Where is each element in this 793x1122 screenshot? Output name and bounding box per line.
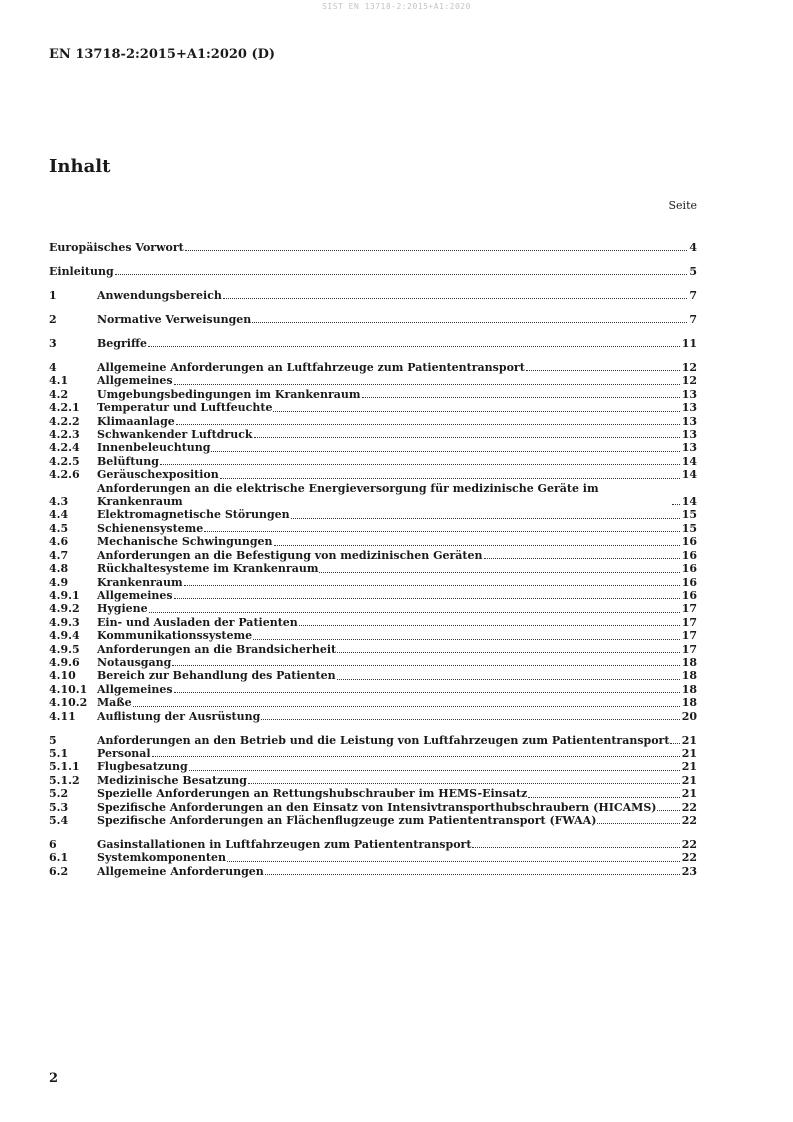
toc-entry[interactable] bbox=[49, 289, 697, 302]
toc-entry-number: 4.2 bbox=[49, 387, 69, 401]
toc-entry-number: 5.2 bbox=[49, 787, 69, 801]
toc-entry-title: Systemkomponenten bbox=[97, 851, 226, 865]
toc-leader-dots bbox=[252, 322, 687, 323]
toc-entry-page: 14 bbox=[681, 495, 697, 509]
toc-entry-page: 21 bbox=[681, 733, 697, 747]
toc-entry[interactable] bbox=[49, 787, 697, 800]
toc-entry-page: 22 bbox=[681, 851, 697, 865]
toc-entry-page: 17 bbox=[681, 602, 697, 616]
table-of-contents bbox=[49, 241, 697, 878]
toc-entry-title: Allgemeines bbox=[97, 588, 173, 602]
toc-entry[interactable] bbox=[49, 522, 697, 535]
toc-entry-number: 3 bbox=[49, 337, 57, 350]
toc-entry-title: Rückhaltesysteme im Krankenraum bbox=[97, 562, 319, 576]
toc-entry-title: Belüftung bbox=[97, 454, 159, 468]
toc-leader-dots bbox=[227, 861, 680, 862]
toc-entry-number: 1 bbox=[49, 289, 57, 302]
toc-leader-dots bbox=[291, 518, 680, 519]
toc-leader-dots bbox=[223, 298, 687, 299]
toc-entry[interactable] bbox=[49, 441, 697, 454]
toc-entry-number: 4.10 bbox=[49, 669, 76, 683]
toc-entry-title: Schienensysteme bbox=[97, 521, 204, 535]
page-title: Inhalt bbox=[49, 156, 111, 177]
toc-leader-dots bbox=[174, 692, 680, 693]
toc-entry-title: Temperatur und Luftfeuchte bbox=[97, 401, 273, 415]
toc-entry-page: 4 bbox=[689, 241, 697, 254]
toc-entry-number: 6.2 bbox=[49, 864, 69, 878]
toc-leader-dots bbox=[472, 847, 679, 848]
toc-entry[interactable] bbox=[49, 415, 697, 428]
toc-entry[interactable] bbox=[49, 760, 697, 773]
toc-entry[interactable] bbox=[49, 683, 697, 696]
toc-entry-title: Begriffe bbox=[97, 337, 147, 350]
toc-leader-dots bbox=[174, 598, 680, 599]
toc-entry-title: Anforderungen an den Betrieb und die Leistung von Luftfahrzeugen zum Patiententransport bbox=[97, 733, 670, 747]
toc-entry[interactable] bbox=[49, 669, 697, 682]
toc-entry[interactable] bbox=[49, 313, 697, 326]
toc-entry-number: 4.9.3 bbox=[49, 615, 80, 629]
toc-leader-dots bbox=[220, 478, 680, 479]
toc-entry[interactable] bbox=[49, 482, 697, 509]
toc-entry-number: 5.1 bbox=[49, 746, 69, 760]
toc-leader-dots bbox=[254, 437, 680, 438]
toc-entry-page: 13 bbox=[681, 401, 697, 415]
toc-entry[interactable] bbox=[49, 801, 697, 814]
toc-entry-title: Personal bbox=[97, 746, 151, 760]
toc-entry[interactable] bbox=[49, 508, 697, 521]
toc-leader-dots bbox=[152, 756, 680, 757]
toc-entry-page: 17 bbox=[681, 642, 697, 656]
toc-entry[interactable] bbox=[49, 535, 697, 548]
toc-entry-page: 20 bbox=[681, 709, 697, 723]
toc-entry-number: 4.4 bbox=[49, 508, 69, 522]
toc-entry-number: 4.10.2 bbox=[49, 696, 88, 710]
toc-entry-page: 14 bbox=[681, 468, 697, 482]
toc-leader-dots bbox=[337, 679, 680, 680]
toc-entry[interactable] bbox=[49, 576, 697, 589]
toc-entry-page: 22 bbox=[681, 800, 697, 814]
toc-entry[interactable] bbox=[49, 616, 697, 629]
toc-entry-page: 16 bbox=[681, 575, 697, 589]
toc-entry-title: Auflistung der Ausrüstung bbox=[97, 709, 261, 723]
toc-entry-title: Maße bbox=[97, 696, 132, 710]
toc-leader-dots bbox=[174, 384, 680, 385]
toc-entry[interactable] bbox=[49, 562, 697, 575]
toc-entry-title: Krankenraum bbox=[97, 575, 183, 589]
toc-entry-title: Bereich zur Behandlung des Patienten bbox=[97, 669, 336, 683]
toc-entry-page: 23 bbox=[681, 864, 697, 878]
toc-entry-page: 21 bbox=[681, 746, 697, 760]
toc-entry-page: 17 bbox=[681, 629, 697, 643]
toc-leader-dots bbox=[265, 874, 680, 875]
toc-entry-title: Anforderungen an die Brandsicherheit bbox=[97, 642, 337, 656]
toc-leader-dots bbox=[672, 504, 680, 505]
toc-leader-dots bbox=[528, 797, 679, 798]
toc-entry[interactable] bbox=[49, 629, 697, 642]
toc-entry-title: Anforderungen an die elektrische Energieversorgung für medizinische Geräte im Krankenraum bbox=[97, 481, 599, 509]
toc-leader-dots bbox=[115, 274, 688, 275]
toc-entry-number: 4 bbox=[49, 361, 57, 374]
toc-entry-number: 4.10.1 bbox=[49, 682, 88, 696]
toc-leader-dots bbox=[484, 558, 680, 559]
toc-entry-page: 16 bbox=[681, 535, 697, 549]
toc-leader-dots bbox=[148, 346, 680, 347]
toc-entry-number: 4.9 bbox=[49, 575, 69, 589]
toc-entry[interactable] bbox=[49, 361, 697, 374]
toc-entry-title: Normative Verweisungen bbox=[97, 313, 252, 326]
toc-entry[interactable] bbox=[49, 838, 697, 851]
toc-entry-number: 4.8 bbox=[49, 562, 69, 576]
toc-entry[interactable] bbox=[49, 643, 697, 656]
toc-entry-number: 4.9.2 bbox=[49, 602, 80, 616]
watermark: SIST EN 13718-2:2015+A1:2020 bbox=[322, 2, 471, 11]
toc-entry-page: 18 bbox=[681, 655, 697, 669]
page-column-label: Seite bbox=[668, 199, 697, 212]
toc-entry-page: 13 bbox=[681, 428, 697, 442]
toc-entry-title: Mechanische Schwingungen bbox=[97, 535, 273, 549]
toc-entry-page: 17 bbox=[681, 615, 697, 629]
toc-entry-number: 4.1 bbox=[49, 374, 69, 388]
toc-leader-dots bbox=[261, 719, 679, 720]
toc-entry-title: Ein- und Ausladen der Patienten bbox=[97, 615, 298, 629]
toc-entry[interactable] bbox=[49, 337, 697, 350]
toc-entry-number: 4.7 bbox=[49, 548, 69, 562]
toc-entry-page: 15 bbox=[681, 521, 697, 535]
toc-leader-dots bbox=[273, 411, 679, 412]
toc-entry-number: 4.2.3 bbox=[49, 428, 80, 442]
toc-entry-title: Allgemeines bbox=[97, 682, 173, 696]
toc-entry-number: 4.2.2 bbox=[49, 414, 80, 428]
toc-entry-number: 2 bbox=[49, 313, 57, 326]
toc-entry-page: 12 bbox=[681, 374, 697, 388]
toc-leader-dots bbox=[204, 531, 679, 532]
toc-leader-dots bbox=[657, 810, 679, 811]
toc-entry-page: 18 bbox=[681, 669, 697, 683]
toc-leader-dots bbox=[185, 250, 688, 251]
toc-leader-dots bbox=[337, 652, 680, 653]
page-number: 2 bbox=[49, 1071, 59, 1086]
toc-leader-dots bbox=[274, 545, 680, 546]
toc-entry-page: 22 bbox=[681, 814, 697, 827]
toc-entry-page: 21 bbox=[681, 787, 697, 801]
toc-entry[interactable] bbox=[49, 710, 697, 723]
toc-entry[interactable] bbox=[49, 734, 697, 747]
toc-entry-page: 13 bbox=[681, 414, 697, 428]
toc-entry[interactable] bbox=[49, 865, 697, 878]
toc-entry[interactable] bbox=[49, 549, 697, 562]
toc-entry-number: 4.9.6 bbox=[49, 655, 80, 669]
toc-entry-number: 4.5 bbox=[49, 521, 69, 535]
toc-entry-number: 4.11 bbox=[49, 709, 76, 723]
toc-leader-dots bbox=[160, 464, 680, 465]
toc-entry-title: Medizinische Besatzung bbox=[97, 773, 247, 787]
toc-leader-dots bbox=[172, 665, 679, 666]
toc-entry[interactable] bbox=[49, 851, 697, 864]
toc-entry[interactable] bbox=[49, 241, 697, 254]
toc-entry-title: Allgemeines bbox=[97, 374, 173, 388]
toc-entry-page: 13 bbox=[681, 441, 697, 455]
toc-entry[interactable] bbox=[49, 374, 697, 387]
toc-entry[interactable] bbox=[49, 265, 697, 278]
toc-entry-page: 18 bbox=[681, 682, 697, 696]
toc-entry-title: Elektromagnetische Störungen bbox=[97, 508, 290, 522]
toc-entry-number: 4.2.6 bbox=[49, 468, 80, 482]
toc-entry-number: 4.9.4 bbox=[49, 629, 80, 643]
toc-leader-dots bbox=[670, 743, 679, 744]
toc-entry-number: 5.3 bbox=[49, 800, 69, 814]
toc-entry[interactable] bbox=[49, 468, 697, 481]
toc-entry-title: Allgemeine Anforderungen an Luftfahrzeuge zum Patiententransport bbox=[97, 361, 525, 374]
toc-entry-title: Spezifische Anforderungen an den Einsatz von Intensivtransporthubschraubern (HICAMS) bbox=[97, 800, 657, 814]
toc-entry[interactable] bbox=[49, 696, 697, 709]
toc-entry-title: Allgemeine Anforderungen bbox=[97, 864, 264, 878]
toc-leader-dots bbox=[362, 397, 680, 398]
toc-entry-number: 4.6 bbox=[49, 535, 69, 549]
toc-entry-title: Anwendungsbereich bbox=[97, 289, 222, 302]
document-id: EN 13718-2:2015+A1:2020 (D) bbox=[49, 47, 276, 62]
toc-entry[interactable] bbox=[49, 401, 697, 414]
toc-entry[interactable] bbox=[49, 774, 697, 787]
toc-leader-dots bbox=[248, 783, 680, 784]
toc-entry-number: 4.2.4 bbox=[49, 441, 80, 455]
toc-leader-dots bbox=[299, 625, 680, 626]
toc-entry-page: 12 bbox=[681, 361, 697, 374]
toc-leader-dots bbox=[597, 823, 679, 824]
toc-leader-dots bbox=[253, 639, 680, 640]
toc-entry-number: 4.2.1 bbox=[49, 401, 80, 415]
toc-leader-dots bbox=[184, 585, 680, 586]
toc-leader-dots bbox=[211, 451, 679, 452]
toc-entry-title: Notausgang bbox=[97, 655, 172, 669]
toc-entry[interactable] bbox=[49, 747, 697, 760]
toc-entry-number: 4.2.5 bbox=[49, 454, 80, 468]
toc-entry[interactable] bbox=[49, 814, 697, 827]
toc-leader-dots bbox=[189, 770, 680, 771]
toc-entry-title: Spezielle Anforderungen an Rettungshubschrauber im HEMS-Einsatz bbox=[97, 787, 528, 801]
toc-entry-title: Hygiene bbox=[97, 602, 148, 616]
toc-entry-title: Flugbesatzung bbox=[97, 760, 188, 774]
toc-entry-number: 4.9.1 bbox=[49, 588, 80, 602]
toc-entry-page: 15 bbox=[681, 508, 697, 522]
toc-entry-page: 21 bbox=[681, 760, 697, 774]
toc-entry-number: 5 bbox=[49, 733, 57, 747]
toc-entry-title: Gasinstallationen in Luftfahrzeugen zum Patiententransport bbox=[97, 838, 472, 851]
toc-entry-number: 4.9.5 bbox=[49, 642, 80, 656]
toc-entry[interactable] bbox=[49, 656, 697, 669]
toc-entry-number: 6.1 bbox=[49, 851, 69, 865]
toc-leader-dots bbox=[133, 706, 680, 707]
toc-entry[interactable] bbox=[49, 602, 697, 615]
toc-entry-page: 7 bbox=[689, 289, 697, 302]
toc-leader-dots bbox=[176, 424, 680, 425]
toc-entry-number: 5.1.1 bbox=[49, 760, 80, 774]
toc-entry-page: 16 bbox=[681, 588, 697, 602]
toc-entry-page: 21 bbox=[681, 773, 697, 787]
toc-entry-page: 7 bbox=[689, 313, 697, 326]
toc-entry-title: Umgebungsbedingungen im Krankenraum bbox=[97, 387, 361, 401]
toc-entry-number: 6 bbox=[49, 838, 57, 851]
toc-entry-title: Europäisches Vorwort bbox=[49, 241, 184, 254]
toc-leader-dots bbox=[149, 612, 680, 613]
toc-entry-page: 14 bbox=[681, 454, 697, 468]
toc-entry[interactable] bbox=[49, 455, 697, 468]
toc-entry[interactable] bbox=[49, 589, 697, 602]
toc-leader-dots bbox=[526, 370, 680, 371]
toc-entry[interactable] bbox=[49, 428, 697, 441]
toc-entry-number: 5.1.2 bbox=[49, 773, 80, 787]
toc-entry-title: Kommunikationssysteme bbox=[97, 629, 253, 643]
toc-entry-title: Innenbeleuchtung bbox=[97, 441, 211, 455]
toc-entry-page: 13 bbox=[681, 387, 697, 401]
toc-entry-page: 18 bbox=[681, 696, 697, 710]
toc-entry-title: Geräuschexposition bbox=[97, 468, 219, 482]
toc-leader-dots bbox=[319, 572, 679, 573]
toc-entry[interactable] bbox=[49, 388, 697, 401]
toc-entry-page: 22 bbox=[681, 838, 697, 851]
toc-entry-title: Schwankender Luftdruck bbox=[97, 428, 253, 442]
toc-entry-title: Anforderungen an die Befestigung von medizinischen Geräten bbox=[97, 548, 483, 562]
toc-entry-number: 4.3 bbox=[49, 495, 69, 509]
toc-entry-page: 16 bbox=[681, 562, 697, 576]
toc-entry-title: Spezifische Anforderungen an Flächenflugzeuge zum Patiententransport (FWAA) bbox=[97, 814, 597, 827]
toc-entry-page: 11 bbox=[681, 337, 697, 350]
toc-entry-title: Einleitung bbox=[49, 265, 114, 278]
toc-entry-page: 16 bbox=[681, 548, 697, 562]
toc-entry-title: Klimaanlage bbox=[97, 414, 175, 428]
toc-entry-page: 5 bbox=[689, 265, 697, 278]
toc-entry-number: 5.4 bbox=[49, 814, 69, 827]
